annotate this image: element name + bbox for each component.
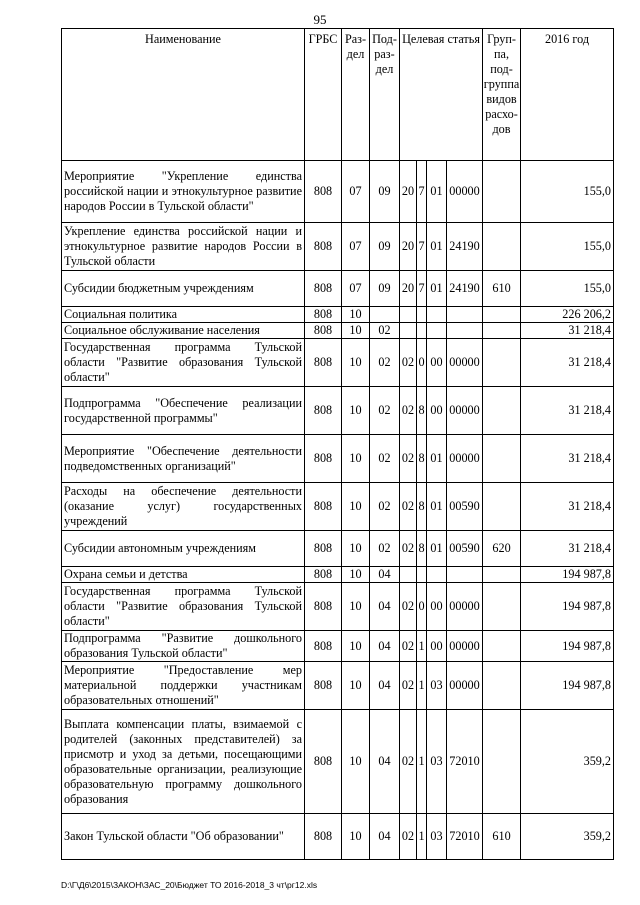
row-name: Государственная программа Тульской области "Развитие образования Тульской области"	[62, 583, 305, 631]
row-target-program	[400, 307, 417, 323]
row-razdel: 10	[342, 710, 370, 814]
table-row	[62, 161, 614, 223]
row-expense-type: 610	[483, 814, 521, 860]
row-target-event	[427, 323, 447, 339]
row-target-subprogram: 7	[417, 223, 427, 271]
row-target-direction: 00000	[447, 387, 483, 435]
table-row	[62, 323, 614, 339]
row-target-event: 01	[427, 435, 447, 483]
row-grbs: 808	[305, 223, 342, 271]
row-target-event: 00	[427, 339, 447, 387]
row-expense-type	[483, 223, 521, 271]
row-target-program: 20	[400, 223, 417, 271]
row-target-program	[400, 323, 417, 339]
row-name: Субсидии автономным учреждениям	[62, 531, 305, 567]
table-row	[62, 339, 614, 387]
row-podrazdel: 09	[370, 161, 400, 223]
row-target-program: 02	[400, 814, 417, 860]
row-target-program: 02	[400, 710, 417, 814]
row-target-direction: 00590	[447, 483, 483, 531]
row-razdel: 07	[342, 271, 370, 307]
row-grbs: 808	[305, 583, 342, 631]
row-target-program: 02	[400, 339, 417, 387]
row-target-subprogram: 1	[417, 814, 427, 860]
row-sum-2016: 31 218,4	[521, 531, 614, 567]
row-razdel: 10	[342, 323, 370, 339]
file-path-footer: D:\Г\Д6\2015\ЗАКОН\ЗАС_20\Бюджет ТО 2016-2018_3 чт\рг12.xls	[61, 880, 318, 890]
row-podrazdel: 09	[370, 223, 400, 271]
row-expense-type: 620	[483, 531, 521, 567]
row-grbs: 808	[305, 161, 342, 223]
row-target-direction: 00590	[447, 531, 483, 567]
row-expense-type	[483, 631, 521, 662]
row-podrazdel	[370, 307, 400, 323]
row-target-direction: 24190	[447, 223, 483, 271]
row-target-event: 01	[427, 223, 447, 271]
row-podrazdel: 04	[370, 662, 400, 710]
row-sum-2016: 31 218,4	[521, 339, 614, 387]
row-target-program: 02	[400, 583, 417, 631]
row-razdel: 10	[342, 435, 370, 483]
row-target-subprogram: 7	[417, 271, 427, 307]
row-razdel: 10	[342, 531, 370, 567]
row-target-direction: 00000	[447, 583, 483, 631]
row-target-event: 01	[427, 531, 447, 567]
row-grbs: 808	[305, 814, 342, 860]
row-expense-type	[483, 435, 521, 483]
row-target-event: 01	[427, 161, 447, 223]
row-target-subprogram: 8	[417, 435, 427, 483]
row-grbs: 808	[305, 710, 342, 814]
row-podrazdel: 02	[370, 531, 400, 567]
row-grbs: 808	[305, 323, 342, 339]
header-celevaya: Целевая статья	[400, 29, 483, 161]
row-target-direction: 00000	[447, 339, 483, 387]
row-target-subprogram: 1	[417, 631, 427, 662]
row-target-subprogram	[417, 323, 427, 339]
row-target-subprogram: 0	[417, 339, 427, 387]
row-target-program: 02	[400, 531, 417, 567]
row-sum-2016: 31 218,4	[521, 387, 614, 435]
page-number: 95	[313, 12, 327, 27]
row-razdel: 10	[342, 583, 370, 631]
row-sum-2016: 31 218,4	[521, 435, 614, 483]
row-razdel: 10	[342, 631, 370, 662]
row-target-direction: 00000	[447, 161, 483, 223]
row-grbs: 808	[305, 531, 342, 567]
row-target-event: 00	[427, 631, 447, 662]
row-target-program: 02	[400, 387, 417, 435]
row-expense-type	[483, 161, 521, 223]
row-razdel: 10	[342, 662, 370, 710]
row-target-event: 03	[427, 814, 447, 860]
row-target-subprogram: 8	[417, 531, 427, 567]
row-sum-2016: 194 987,8	[521, 631, 614, 662]
row-name: Субсидии бюджетным учреждениям	[62, 271, 305, 307]
row-expense-type	[483, 323, 521, 339]
row-grbs: 808	[305, 567, 342, 583]
row-target-direction: 24190	[447, 271, 483, 307]
row-target-event	[427, 307, 447, 323]
table-row	[62, 631, 614, 662]
row-target-direction	[447, 323, 483, 339]
row-name: Подпрограмма "Развитие дошкольного образования Тульской области"	[62, 631, 305, 662]
header-year: 2016 год	[521, 29, 614, 161]
row-podrazdel: 02	[370, 387, 400, 435]
row-sum-2016: 194 987,8	[521, 583, 614, 631]
row-target-direction: 00000	[447, 631, 483, 662]
row-expense-type	[483, 307, 521, 323]
row-target-direction: 72010	[447, 814, 483, 860]
row-target-subprogram: 0	[417, 583, 427, 631]
header-razdel: Раз-дел	[342, 29, 370, 161]
row-target-event: 01	[427, 271, 447, 307]
row-grbs: 808	[305, 271, 342, 307]
row-sum-2016: 194 987,8	[521, 662, 614, 710]
row-name: Мероприятие "Обеспечение деятельности подведомственных организаций"	[62, 435, 305, 483]
row-target-subprogram	[417, 567, 427, 583]
header-gruppa: Груп-па, под-группа видов расхо-дов	[483, 29, 521, 161]
row-target-program: 02	[400, 662, 417, 710]
row-expense-type	[483, 387, 521, 435]
row-razdel: 10	[342, 307, 370, 323]
row-razdel: 10	[342, 814, 370, 860]
row-target-direction	[447, 567, 483, 583]
row-target-event: 00	[427, 583, 447, 631]
row-grbs: 808	[305, 483, 342, 531]
row-razdel: 10	[342, 387, 370, 435]
row-expense-type	[483, 567, 521, 583]
row-sum-2016: 155,0	[521, 223, 614, 271]
table-row	[62, 307, 614, 323]
row-grbs: 808	[305, 387, 342, 435]
row-sum-2016: 194 987,8	[521, 567, 614, 583]
row-target-subprogram: 1	[417, 662, 427, 710]
row-target-event: 00	[427, 387, 447, 435]
row-target-program	[400, 567, 417, 583]
header-grbs: ГРБС	[305, 29, 342, 161]
row-target-direction	[447, 307, 483, 323]
row-podrazdel: 02	[370, 339, 400, 387]
row-name: Закон Тульской области "Об образовании"	[62, 814, 305, 860]
table-row	[62, 271, 614, 307]
row-name: Выплата компенсации платы, взимаемой с родителей (законных представителей) за присмотр и уход за детьми, посещающими образовательные организации, реализующие образовательную программу дошкольного образования	[62, 710, 305, 814]
table-row	[62, 223, 614, 271]
header-name: Наименование	[62, 29, 305, 161]
row-target-subprogram: 8	[417, 483, 427, 531]
row-name: Укрепление единства российской нации и этнокультурное развитие народов России в Тульской области	[62, 223, 305, 271]
row-expense-type	[483, 710, 521, 814]
table-row	[62, 483, 614, 531]
row-podrazdel: 09	[370, 271, 400, 307]
row-target-program: 20	[400, 271, 417, 307]
row-podrazdel: 02	[370, 323, 400, 339]
table-row	[62, 583, 614, 631]
row-expense-type	[483, 483, 521, 531]
row-target-event: 01	[427, 483, 447, 531]
row-name: Мероприятие "Укрепление единства российской нации и этнокультурное развитие народов России в Тульской области"	[62, 161, 305, 223]
row-razdel: 07	[342, 223, 370, 271]
budget-table	[61, 28, 614, 860]
row-name: Расходы на обеспечение деятельности (оказание услуг) государственных учреждений	[62, 483, 305, 531]
row-target-program: 20	[400, 161, 417, 223]
row-target-subprogram: 7	[417, 161, 427, 223]
row-podrazdel: 04	[370, 567, 400, 583]
header-row	[62, 29, 614, 161]
row-grbs: 808	[305, 631, 342, 662]
table-row	[62, 531, 614, 567]
row-target-subprogram: 1	[417, 710, 427, 814]
table-row	[62, 814, 614, 860]
row-name: Подпрограмма "Обеспечение реализации государственной программы"	[62, 387, 305, 435]
row-expense-type	[483, 583, 521, 631]
row-target-program: 02	[400, 483, 417, 531]
row-razdel: 10	[342, 339, 370, 387]
row-target-direction: 00000	[447, 662, 483, 710]
row-sum-2016: 359,2	[521, 710, 614, 814]
row-podrazdel: 04	[370, 814, 400, 860]
row-razdel: 07	[342, 161, 370, 223]
row-target-program: 02	[400, 631, 417, 662]
row-grbs: 808	[305, 435, 342, 483]
row-podrazdel: 04	[370, 583, 400, 631]
row-podrazdel: 02	[370, 435, 400, 483]
row-target-event: 03	[427, 710, 447, 814]
row-target-direction: 72010	[447, 710, 483, 814]
row-name: Государственная программа Тульской области "Развитие образования Тульской области"	[62, 339, 305, 387]
row-name: Социальная политика	[62, 307, 305, 323]
row-grbs: 808	[305, 662, 342, 710]
table-row	[62, 710, 614, 814]
row-podrazdel: 04	[370, 710, 400, 814]
row-podrazdel: 04	[370, 631, 400, 662]
row-name: Социальное обслуживание населения	[62, 323, 305, 339]
row-expense-type	[483, 662, 521, 710]
row-target-direction: 00000	[447, 435, 483, 483]
header-podrazdel: Под-раз-дел	[370, 29, 400, 161]
row-name: Охрана семьи и детства	[62, 567, 305, 583]
row-target-subprogram	[417, 307, 427, 323]
row-target-event	[427, 567, 447, 583]
row-target-program: 02	[400, 435, 417, 483]
table-row	[62, 662, 614, 710]
row-podrazdel: 02	[370, 483, 400, 531]
row-name: Мероприятие "Предоставление мер материальной поддержки участникам образовательных отношений"	[62, 662, 305, 710]
table-row	[62, 435, 614, 483]
row-grbs: 808	[305, 339, 342, 387]
table-row	[62, 387, 614, 435]
row-razdel: 10	[342, 483, 370, 531]
row-grbs: 808	[305, 307, 342, 323]
row-sum-2016: 226 206,2	[521, 307, 614, 323]
row-sum-2016: 155,0	[521, 161, 614, 223]
row-sum-2016: 31 218,4	[521, 483, 614, 531]
row-target-subprogram: 8	[417, 387, 427, 435]
table-row	[62, 567, 614, 583]
row-razdel: 10	[342, 567, 370, 583]
row-expense-type: 610	[483, 271, 521, 307]
row-sum-2016: 31 218,4	[521, 323, 614, 339]
row-expense-type	[483, 339, 521, 387]
row-sum-2016: 155,0	[521, 271, 614, 307]
row-sum-2016: 359,2	[521, 814, 614, 860]
row-target-event: 03	[427, 662, 447, 710]
